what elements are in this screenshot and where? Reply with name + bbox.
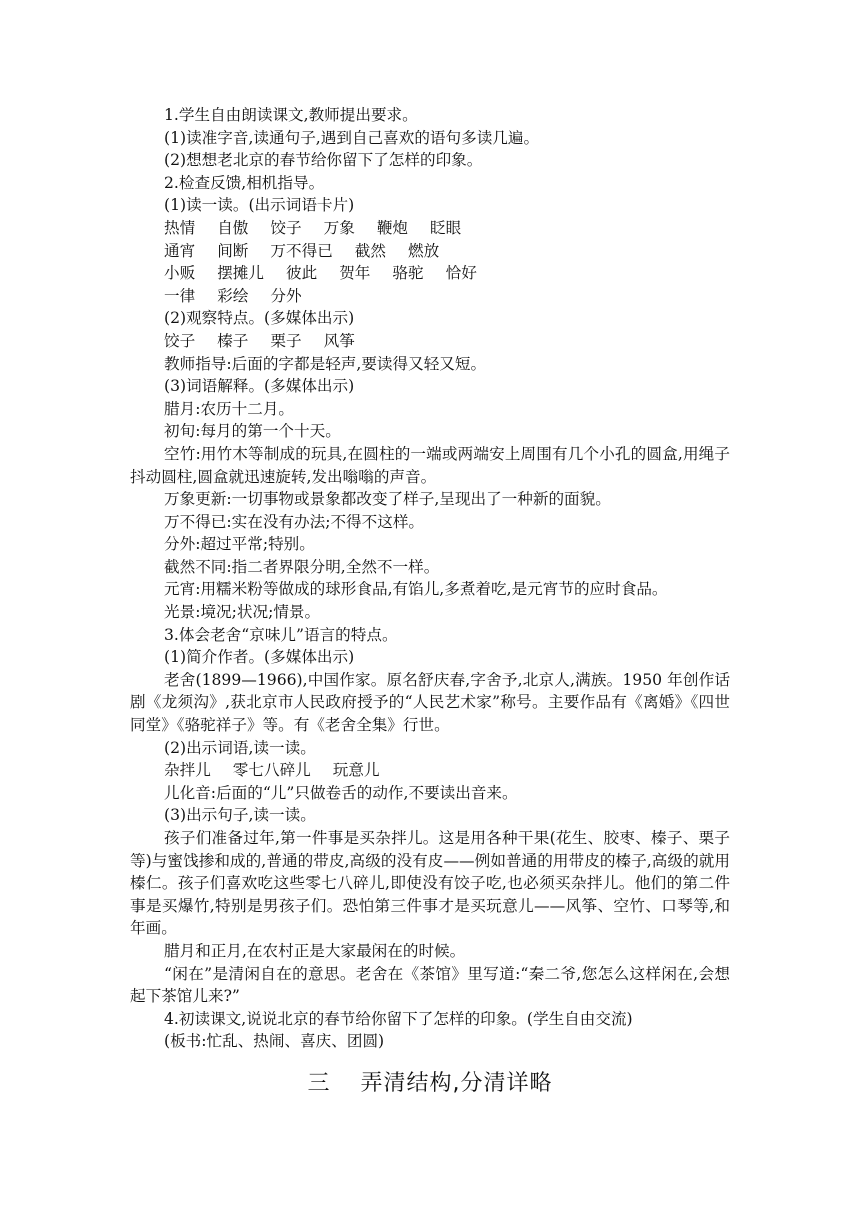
- lesson-content: [130, 104, 730, 1053]
- passage-1: 孩子们准备过年,第一件事是买杂拌儿。这是用各种干果(花生、胶枣、榛子、栗子等)与蜜饯掺和成的,普通的带皮,高级的没有皮——例如普通的用带皮的榛子,高级的就用榛仁。孩子们喜欢吃这些零七八碎儿,即使没有饺子吃,也必须买杂拌儿。他们的第二件事是买爆竹,特别是男孩子们。恐怕第三件事才是买玩意儿——风筝、空竹、口琴等,和年画。: [130, 829, 730, 938]
- word-row-2: [130, 240, 730, 263]
- sentence-title: (3)出示句子,读一读。: [164, 806, 316, 825]
- definition: 空竹:用竹木等制成的玩具,在圆柱的一端或两端安上周围有几个小孔的圆盒,用绳子抖动圆柱,圆盒就迅速旋转,发出嗡嗡的声音。: [130, 444, 730, 486]
- word: 鞭炮: [376, 218, 409, 237]
- step-2: 2.检查反馈,相机指导。: [164, 173, 325, 192]
- definition: 分外:超过平常;特别。: [164, 535, 315, 554]
- teacher-tip: 教师指导:后面的字都是轻声,要读得又轻又短。: [164, 354, 487, 373]
- board-summary: (板书:忙乱、热闹、喜庆、团圆): [164, 1032, 385, 1051]
- word: 彩绘: [217, 286, 249, 305]
- word: 通宵: [164, 241, 196, 260]
- observe-title: (2)观察特点。(多媒体出示): [164, 309, 355, 328]
- definition: 初旬:每月的第一个十天。: [164, 422, 341, 441]
- word: 分外: [270, 286, 302, 305]
- word: 玩意儿: [332, 761, 380, 780]
- word-row-3: [130, 262, 730, 285]
- word: 间断: [217, 241, 249, 260]
- word-row-1: [130, 217, 730, 240]
- step-3: 3.体会老舍“京味儿”语言的特点。: [164, 625, 398, 644]
- word-row-4: [130, 285, 730, 308]
- author-text: 老舍(1899—1966),中国作家。原名舒庆春,字舍予,北京人,满族。1950 年创作话剧《龙须沟》,获北京市人民政府授予的“人民艺术家”称号。主要作品有《离婚》《四世同堂》《骆驼祥子》等。有《老舍全集》行世。: [130, 670, 730, 735]
- word: 万不得已: [270, 241, 333, 260]
- passage-3: “闲在”是清闲自在的意思。老舍在《茶馆》里写道:“秦二爷,您怎么这样闲在,会想起下茶馆儿来?”: [130, 964, 730, 1006]
- author-title: (1)简介作者。(多媒体出示): [164, 648, 355, 667]
- step-1-req-1: (1)读准字音,读通句子,遇到自己喜欢的语句多读几遍。: [164, 128, 540, 147]
- word: 热情: [164, 218, 196, 237]
- observe-words: [130, 330, 730, 353]
- word: 饺子: [164, 331, 196, 350]
- definition: 元宵:用糯米粉等做成的球形食品,有馅儿,多煮着吃,是元宵节的应时食品。: [164, 580, 668, 599]
- explain-title: (3)词语解释。(多媒体出示): [164, 377, 355, 396]
- definition: 腊月:农历十二月。: [164, 399, 295, 418]
- word: 一律: [164, 286, 196, 305]
- section-number: 三: [307, 1071, 331, 1096]
- word: 小贩: [164, 264, 196, 283]
- step-1-req-2: (2)想想老北京的春节给你留下了怎样的印象。: [164, 151, 483, 170]
- word: 栗子: [270, 331, 302, 350]
- word: 贺年: [339, 264, 371, 283]
- word: 风筝: [323, 331, 355, 350]
- section-title: 弄清结构,分清详略: [360, 1071, 553, 1096]
- words-title: (2)出示词语,读一读。: [164, 738, 316, 757]
- word: 恰好: [445, 264, 477, 283]
- definition: 截然不同:指二者界限分明,全然不一样。: [164, 557, 440, 576]
- read-cards-title: (1)读一读。(出示词语卡片): [164, 196, 355, 215]
- definition: 光景:境况;状况;情景。: [164, 603, 321, 622]
- word: 截然: [354, 241, 386, 260]
- word: 饺子: [270, 218, 302, 237]
- word: 榛子: [217, 331, 249, 350]
- word: 零七八碎儿: [232, 761, 311, 780]
- word: 眨眼: [430, 218, 462, 237]
- word: 燃放: [408, 241, 440, 260]
- passage-2: 腊月和正月,在农村正是大家最闲在的时候。: [164, 941, 466, 960]
- definition: 万象更新:一切事物或景象都改变了样子,呈现出了一种新的面貌。: [164, 490, 611, 509]
- word: 杂拌儿: [164, 761, 211, 780]
- word: 骆驼: [392, 264, 424, 283]
- step-1: 1.学生自由朗读课文,教师提出要求。: [164, 106, 418, 124]
- word: 摆摊儿: [217, 264, 264, 283]
- er-note: 儿化音:后面的“儿”只做卷舌的动作,不要读出音来。: [164, 783, 518, 802]
- word: 万象: [323, 218, 355, 237]
- word: 自傲: [217, 218, 249, 237]
- definition: 万不得已:实在没有办法;不得不这样。: [164, 512, 425, 531]
- word: 彼此: [286, 264, 318, 283]
- step-4: 4.初读课文,说说北京的春节给你留下了怎样的印象。(学生自由交流): [164, 1009, 633, 1028]
- section-heading: [0, 1066, 860, 1097]
- er-words: [130, 759, 730, 782]
